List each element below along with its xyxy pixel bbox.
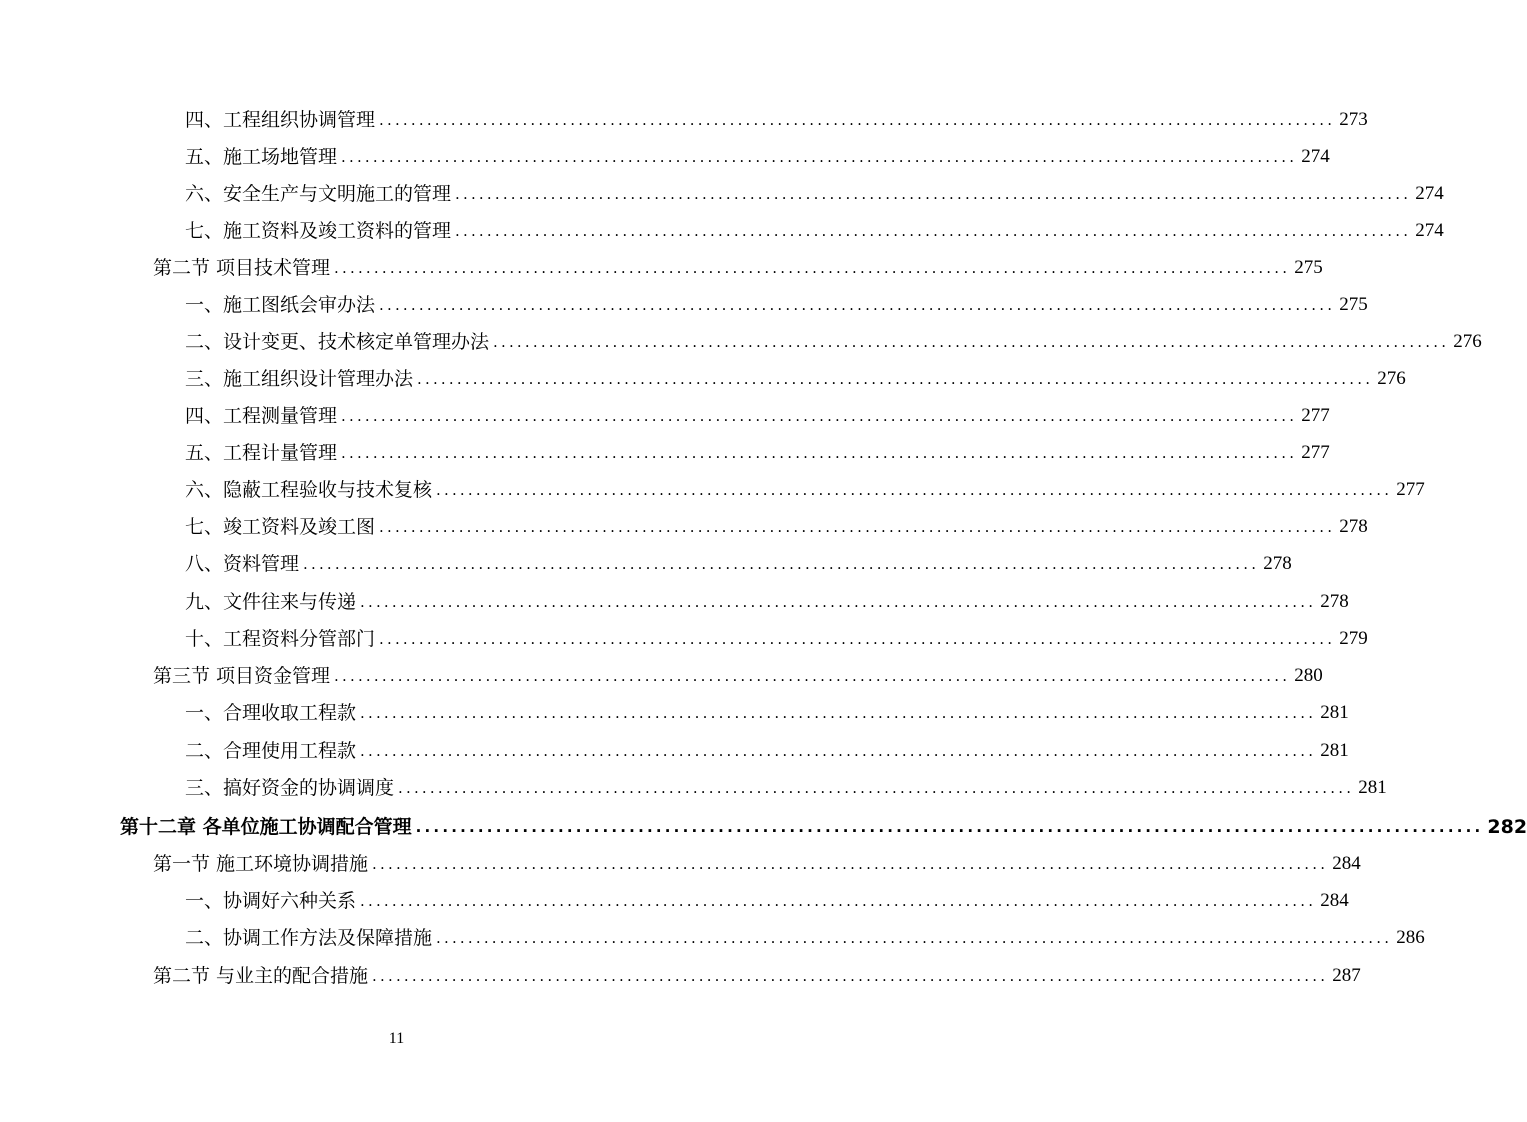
toc-entry-page: 277 xyxy=(1396,479,1425,500)
toc-leader-dots: ........................................................................................................................ xyxy=(303,555,1260,573)
toc-entry-title: 二、协调工作方法及保障措施 xyxy=(185,927,433,949)
toc-leader-dots: ........................................................................................................................ xyxy=(493,333,1450,351)
toc-section-entry[interactable] xyxy=(0,252,1323,284)
toc-entry-page: 281 xyxy=(1320,702,1349,723)
toc-section-entry[interactable] xyxy=(0,960,1361,992)
toc-subsection-entry[interactable] xyxy=(0,178,1444,210)
toc-entry-title: 第二节 与业主的配合措施 xyxy=(153,965,369,987)
toc-subsection-entry[interactable] xyxy=(0,697,1349,729)
toc-leader-dots: ........................................................................................................................ xyxy=(379,111,1336,129)
toc-entry-title: 二、设计变更、技术核定单管理办法 xyxy=(185,331,490,353)
toc-subsection-entry[interactable] xyxy=(0,922,1425,954)
toc-entry-title: 十、工程资料分管部门 xyxy=(185,628,376,650)
toc-section-entry[interactable] xyxy=(0,848,1361,880)
toc-entry-page: 277 xyxy=(1301,442,1330,463)
toc-entry-page: 274 xyxy=(1415,220,1444,241)
toc-leader-dots: ........................................................................................................................ xyxy=(341,407,1298,425)
toc-entry-page: 281 xyxy=(1358,777,1387,798)
toc-entry-title: 五、施工场地管理 xyxy=(185,146,338,168)
toc-leader-dots: ........................................................................................................................ xyxy=(360,742,1317,760)
toc-entry-title: 三、搞好资金的协调调度 xyxy=(185,777,395,799)
toc-entry-page: 276 xyxy=(1453,331,1482,352)
toc-leader-dots: ........................................................................................................................ xyxy=(436,481,1393,499)
toc-entry-title: 第一节 施工环境协调措施 xyxy=(153,853,369,875)
toc-subsection-entry[interactable] xyxy=(0,104,1368,136)
toc-subsection-entry[interactable] xyxy=(0,326,1482,358)
toc-entry-page: 278 xyxy=(1263,553,1292,574)
toc-subsection-entry[interactable] xyxy=(0,363,1406,395)
toc-entry-title: 四、工程组织协调管理 xyxy=(185,109,376,131)
toc-section-entry[interactable] xyxy=(0,660,1323,692)
toc-leader-dots: ........................................................................................................................ xyxy=(341,444,1298,462)
toc-entry-title: 一、合理收取工程款 xyxy=(185,702,357,724)
toc-entry-title: 二、合理使用工程款 xyxy=(185,740,357,762)
toc-chapter-entry[interactable] xyxy=(0,811,1527,843)
toc-entry-page: 280 xyxy=(1294,665,1323,686)
toc-leader-dots: ........................................................................................................................ xyxy=(360,704,1317,722)
toc-subsection-entry[interactable] xyxy=(0,885,1349,917)
toc-entry-page: 282 xyxy=(1487,816,1527,838)
toc-subsection-entry[interactable] xyxy=(0,586,1349,618)
toc-entry-page: 276 xyxy=(1377,368,1406,389)
toc-leader-dots: ........................................................................................................................ xyxy=(372,967,1329,985)
toc-subsection-entry[interactable] xyxy=(0,437,1330,469)
toc-entry-page: 274 xyxy=(1301,146,1330,167)
toc-subsection-entry[interactable] xyxy=(0,400,1330,432)
toc-leader-dots: ........................................................................................................................ xyxy=(415,818,1484,836)
toc-entry-page: 274 xyxy=(1415,183,1444,204)
toc-entry-page: 277 xyxy=(1301,405,1330,426)
toc-leader-dots: ........................................................................................................................ xyxy=(360,892,1317,910)
page-number: 11 xyxy=(388,1030,405,1047)
toc-entry-page: 284 xyxy=(1320,890,1349,911)
toc-entry-title: 五、工程计量管理 xyxy=(185,442,338,464)
toc-leader-dots: ........................................................................................................................ xyxy=(334,259,1291,277)
toc-subsection-entry[interactable] xyxy=(0,548,1292,580)
toc-entry-title: 九、文件往来与传递 xyxy=(185,591,357,613)
toc-entry-page: 279 xyxy=(1339,628,1368,649)
toc-entry-title: 第十二章 各单位施工协调配合管理 xyxy=(120,816,412,838)
toc-entry-title: 一、施工图纸会审办法 xyxy=(185,294,376,316)
toc-subsection-entry[interactable] xyxy=(0,289,1368,321)
toc-subsection-entry[interactable] xyxy=(0,215,1444,247)
toc-entry-title: 八、资料管理 xyxy=(185,553,300,575)
toc-subsection-entry[interactable] xyxy=(0,141,1330,173)
toc-subsection-entry[interactable] xyxy=(0,474,1425,506)
toc-entry-page: 284 xyxy=(1332,853,1361,874)
toc-leader-dots: ........................................................................................................................ xyxy=(417,370,1374,388)
toc-subsection-entry[interactable] xyxy=(0,623,1368,655)
table-of-contents xyxy=(0,100,1527,1000)
toc-entry-title: 三、施工组织设计管理办法 xyxy=(185,368,414,390)
toc-entry-page: 281 xyxy=(1320,740,1349,761)
toc-entry-title: 一、协调好六种关系 xyxy=(185,890,357,912)
toc-leader-dots: ........................................................................................................................ xyxy=(455,222,1412,240)
toc-entry-page: 275 xyxy=(1294,257,1323,278)
toc-entry-page: 278 xyxy=(1320,591,1349,612)
toc-subsection-entry[interactable] xyxy=(0,772,1387,804)
toc-leader-dots: ........................................................................................................................ xyxy=(341,148,1298,166)
toc-entry-title: 六、隐蔽工程验收与技术复核 xyxy=(185,479,433,501)
toc-entry-title: 七、竣工资料及竣工图 xyxy=(185,516,376,538)
toc-entry-page: 287 xyxy=(1332,965,1361,986)
toc-leader-dots: ........................................................................................................................ xyxy=(379,296,1336,314)
toc-entry-page: 278 xyxy=(1339,516,1368,537)
toc-subsection-entry[interactable] xyxy=(0,735,1349,767)
toc-entry-title: 第二节 项目技术管理 xyxy=(153,257,331,279)
toc-leader-dots: ........................................................................................................................ xyxy=(398,779,1355,797)
toc-leader-dots: ........................................................................................................................ xyxy=(379,518,1336,536)
toc-entry-title: 四、工程测量管理 xyxy=(185,405,338,427)
toc-leader-dots: ........................................................................................................................ xyxy=(436,929,1393,947)
toc-leader-dots: ........................................................................................................................ xyxy=(455,185,1412,203)
toc-entry-page: 275 xyxy=(1339,294,1368,315)
toc-entry-page: 273 xyxy=(1339,109,1368,130)
toc-entry-title: 六、安全生产与文明施工的管理 xyxy=(185,183,452,205)
toc-entry-title: 七、施工资料及竣工资料的管理 xyxy=(185,220,452,242)
toc-leader-dots: ........................................................................................................................ xyxy=(334,667,1291,685)
toc-leader-dots: ........................................................................................................................ xyxy=(379,630,1336,648)
toc-entry-title: 第三节 项目资金管理 xyxy=(153,665,331,687)
toc-leader-dots: ........................................................................................................................ xyxy=(372,855,1329,873)
toc-leader-dots: ........................................................................................................................ xyxy=(360,593,1317,611)
toc-subsection-entry[interactable] xyxy=(0,511,1368,543)
toc-entry-page: 286 xyxy=(1396,927,1425,948)
